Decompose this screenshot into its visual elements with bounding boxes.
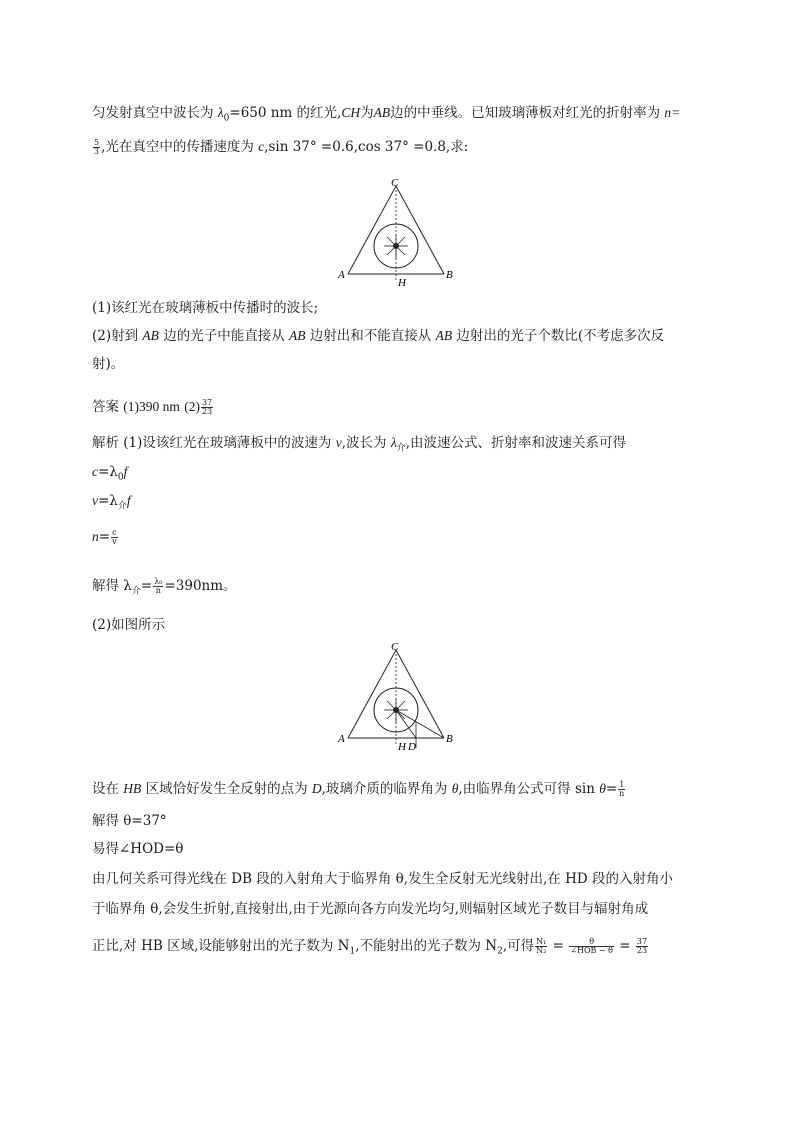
question-line-2 <box>92 138 468 156</box>
final-line <box>92 937 649 961</box>
var: HB <box>123 781 142 796</box>
numerator: 37 <box>201 398 213 407</box>
numerator: 5 <box>94 138 100 147</box>
text: = <box>98 529 111 545</box>
numerator: c <box>112 528 117 537</box>
numerator: 37 <box>636 937 648 946</box>
fraction-theta <box>569 938 614 955</box>
text: ,由临界角公式可得 sin <box>458 781 600 797</box>
text: =650 nm 的红光, <box>229 105 342 121</box>
fraction-37-23 <box>636 938 648 955</box>
text: ,sin 37° =0.6,cos 37° =0.8,求: <box>264 139 469 155</box>
answer-2-label: (2) <box>184 399 200 414</box>
analysis-label: 解析 <box>92 435 119 451</box>
denominator: N₂ <box>536 946 547 955</box>
solution-2: 解得 θ=37° <box>92 813 167 829</box>
var: f <box>123 464 128 479</box>
easy-line: 易得∠HOD=θ <box>92 841 184 857</box>
var-ab: AB <box>435 328 453 343</box>
fraction <box>111 529 118 546</box>
text: ,玻璃介质的临界角为 <box>321 781 452 797</box>
analysis-hb-line <box>92 780 626 798</box>
subscript: 介 <box>131 586 141 597</box>
triangle-figure-2 <box>330 636 470 756</box>
text: 解得 λ <box>92 578 132 594</box>
geometry-line-2: 于临界角 θ,会发生折射,直接射出,由于光源向各方向发光均匀,则辐射区域光子数目与辐射角成 <box>92 901 649 917</box>
subscript: 1 <box>349 946 356 957</box>
subscript: 介 <box>396 443 406 454</box>
text: ,光在真空中的传播速度为 <box>101 139 259 155</box>
subscript: 0 <box>117 472 124 483</box>
question-line-1 <box>92 104 680 128</box>
label-b: B <box>446 269 453 281</box>
part-1: (1)该红光在玻璃薄板中传播时的波长; <box>92 300 319 316</box>
var-ab: AB <box>373 105 391 120</box>
text: (1)设该红光在玻璃薄板中的波速为 <box>119 435 336 451</box>
text: 边的中垂线。已知玻璃薄板对红光的折射率为 <box>390 105 665 121</box>
denominator: 23 <box>636 946 648 955</box>
numerator: 1 <box>619 780 625 789</box>
fraction-n1-n2 <box>535 938 547 955</box>
answer-fraction <box>201 399 213 416</box>
lambda-symbol: λ <box>390 435 397 450</box>
text: 边的光子中能直接从 <box>158 328 290 344</box>
text: = <box>548 938 569 954</box>
subscript: 0 <box>223 113 230 124</box>
label-d: D <box>408 741 416 753</box>
geometry-line-1: 由几何关系可得光线在 DB 段的入射角大于临界角 θ,发生全反射无光线射出,在 HD 段的入射角小 <box>92 871 674 887</box>
var-n: n= <box>664 105 681 120</box>
var: θ <box>599 781 606 796</box>
var-ch: CH <box>341 105 361 120</box>
text: 匀发射真空中波长为 <box>92 105 218 121</box>
equation-2 <box>92 492 131 516</box>
text: ,波长为 <box>341 435 391 451</box>
denominator: n <box>155 586 161 595</box>
text: ,由波速公式、折射率和波速关系可得 <box>405 435 626 451</box>
var: v <box>92 493 98 508</box>
label-b: B <box>446 733 453 745</box>
fraction-5-3 <box>93 139 100 156</box>
denominator: n <box>619 789 625 798</box>
subscript: 2 <box>497 946 503 957</box>
text: ,不能射出的光子数为 N <box>355 938 498 954</box>
fraction <box>618 781 625 798</box>
text: ,可得 <box>502 938 535 954</box>
var: θ <box>451 781 459 796</box>
subscript: 介 <box>117 501 127 512</box>
label-c: C <box>391 177 399 189</box>
label-a: A <box>338 269 345 281</box>
equation-3 <box>92 528 119 546</box>
equation-1 <box>92 463 127 487</box>
denominator: v <box>112 537 117 546</box>
answer-1: (1)390 nm <box>123 399 180 414</box>
var: c <box>92 464 98 479</box>
text: = <box>605 781 618 797</box>
var-c: c <box>258 139 265 154</box>
var: n <box>92 529 99 544</box>
answer-label: 答案 <box>92 399 119 415</box>
label-a: A <box>338 733 345 745</box>
part-2-line-1 <box>92 327 664 345</box>
denominator: 3 <box>94 147 100 156</box>
var: f <box>126 493 131 508</box>
text: (2)射到 <box>92 328 143 344</box>
text: 边射出的光子个数比(不考虑多次反 <box>452 328 665 344</box>
answer-line <box>92 398 214 416</box>
text: =390nm。 <box>164 578 237 594</box>
label-h: H <box>398 277 406 289</box>
solution-1 <box>92 577 237 601</box>
denominator: ∠HOB − θ <box>570 946 613 955</box>
text: 边射出和不能直接从 <box>305 328 436 344</box>
label-c: C <box>391 641 399 653</box>
numerator: θ <box>569 938 614 947</box>
var-v: v <box>335 435 342 450</box>
part-2-heading: (2)如图所示 <box>92 617 166 633</box>
triangle-figure-1 <box>330 172 470 292</box>
text: =λ <box>98 464 118 480</box>
label-h: H <box>398 741 406 753</box>
denominator: 23 <box>201 407 213 416</box>
var-ab: AB <box>289 328 306 343</box>
var: D <box>311 781 322 796</box>
var-ab: AB <box>142 328 159 343</box>
numerator: λ₀ <box>154 577 163 586</box>
text: 正比,对 HB 区域,设能够射出的光子数为 N <box>92 938 350 954</box>
fraction <box>153 578 163 595</box>
text: 为 <box>360 105 374 121</box>
text: =λ <box>98 493 118 509</box>
numerator: N₁ <box>536 937 547 946</box>
analysis-line-1 <box>92 434 626 458</box>
part-2-line-2: 射)。 <box>92 356 125 372</box>
text: = <box>615 938 635 954</box>
text: 区域恰好发生全反射的点为 <box>141 781 312 797</box>
lambda-symbol: λ <box>217 105 224 120</box>
text: = <box>140 578 153 594</box>
text: 设在 <box>92 781 124 797</box>
